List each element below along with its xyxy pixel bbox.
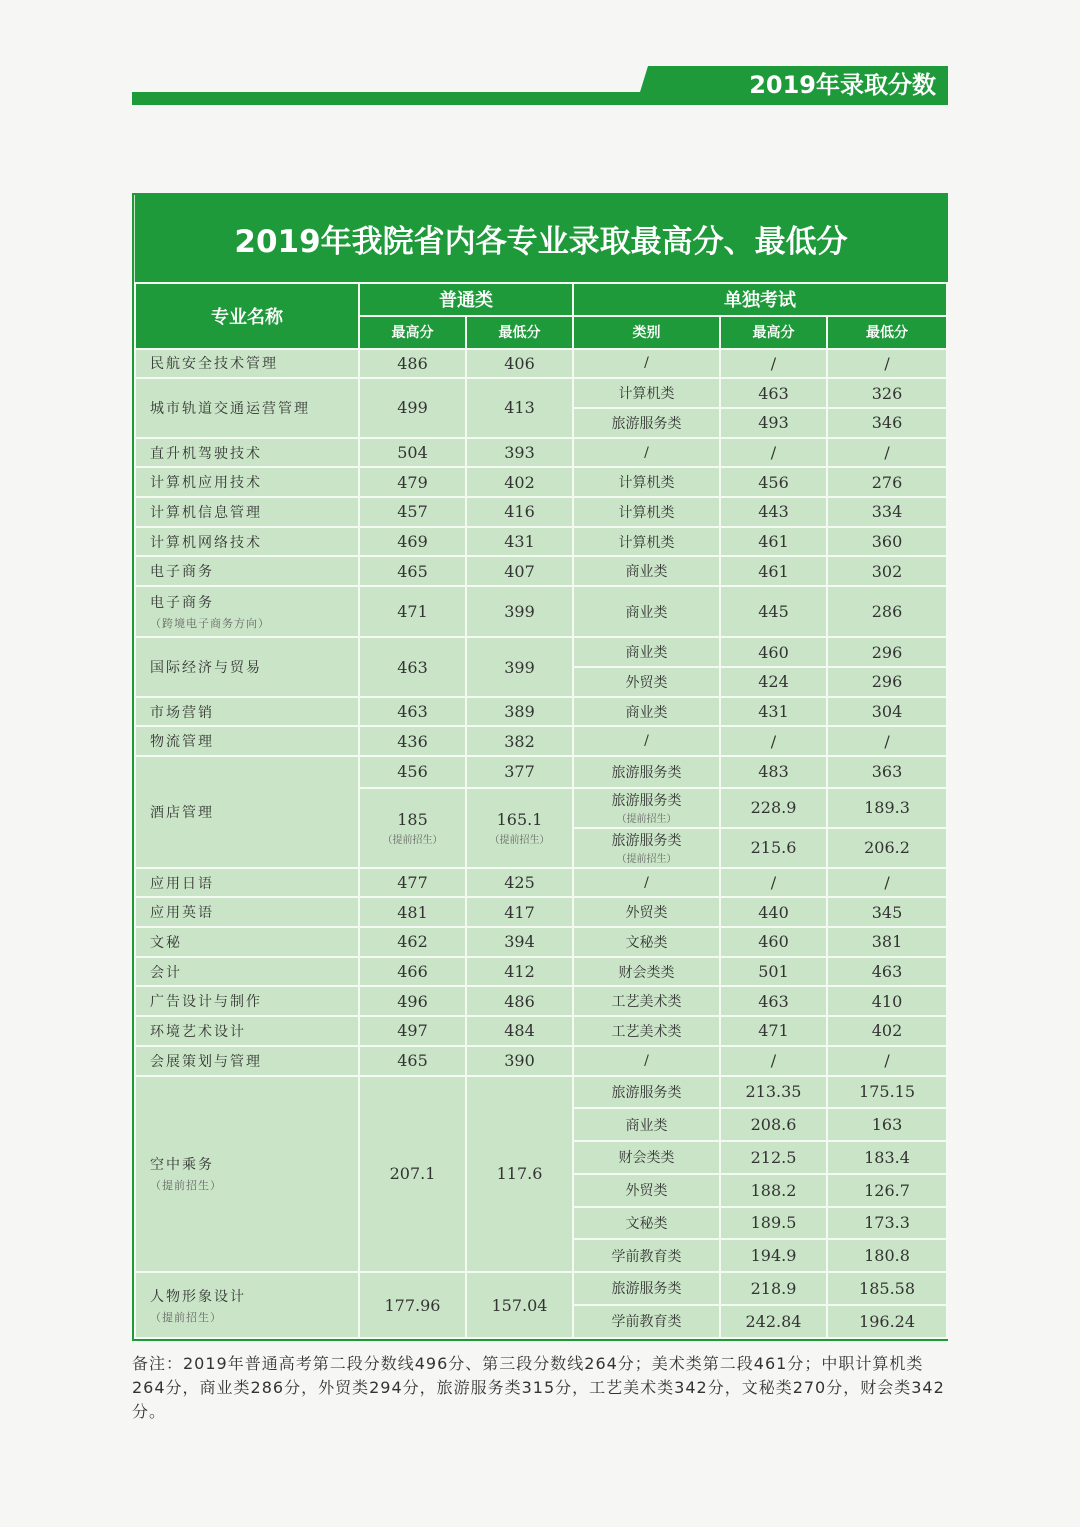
- exam-category: 旅游服务类: [573, 1272, 720, 1305]
- exam-max: 208.6: [720, 1108, 827, 1141]
- table-row: [135, 438, 947, 468]
- exam-max: /: [720, 349, 827, 379]
- regular-max: 481: [359, 897, 466, 927]
- exam-min: /: [827, 349, 947, 379]
- table-row: [135, 497, 947, 527]
- exam-category: 商业类: [573, 1108, 720, 1141]
- major-name-cell: [135, 1016, 359, 1046]
- major-name: 电子商务: [150, 595, 214, 612]
- exam-category: 计算机类: [573, 497, 720, 527]
- major-name: 环境艺术设计: [150, 1023, 246, 1040]
- major-name: 计算机应用技术: [150, 475, 262, 492]
- regular-min: 484: [466, 1016, 573, 1046]
- exam-max: 463: [720, 986, 827, 1016]
- table-row: [135, 697, 947, 727]
- regular-min: 377: [466, 756, 573, 788]
- exam-min: 189.3: [827, 788, 947, 828]
- regular-min: 157.04: [466, 1272, 573, 1338]
- major-name: 计算机信息管理: [150, 504, 262, 521]
- exam-min: 334: [827, 497, 947, 527]
- exam-max: 440: [720, 897, 827, 927]
- regular-min: 431: [466, 527, 573, 557]
- regular-min: 399: [466, 637, 573, 696]
- value: 185: [397, 809, 428, 829]
- regular-min: 412: [466, 957, 573, 987]
- exam-max: 471: [720, 1016, 827, 1046]
- regular-max-early: [359, 788, 466, 868]
- regular-min: 486: [466, 986, 573, 1016]
- exam-category: 文秘类: [573, 927, 720, 957]
- regular-min: 394: [466, 927, 573, 957]
- header-major: 专业名称: [135, 283, 359, 349]
- exam-category: 旅游服务类: [573, 1076, 720, 1109]
- exam-category: 文秘类: [573, 1207, 720, 1240]
- exam-max: 460: [720, 927, 827, 957]
- page-title: 2019年录取分数: [749, 71, 936, 99]
- regular-min: 117.6: [466, 1076, 573, 1273]
- exam-min: 381: [827, 927, 947, 957]
- table-row: [135, 1016, 947, 1046]
- table-row: [135, 527, 947, 557]
- major-name-cell: [135, 378, 359, 437]
- major-name-cell: [135, 986, 359, 1016]
- table-row: [135, 1272, 947, 1305]
- table-row: [135, 467, 947, 497]
- table-row: [135, 556, 947, 586]
- major-name-cell: [135, 897, 359, 927]
- table-row: [135, 378, 947, 408]
- early-note: （提前招生）: [489, 834, 550, 846]
- exam-category: /: [573, 438, 720, 468]
- regular-min: 399: [466, 586, 573, 637]
- exam-min: 296: [827, 637, 947, 667]
- regular-max: 456: [359, 756, 466, 788]
- major-name-cell: [135, 586, 359, 637]
- exam-max: 456: [720, 467, 827, 497]
- major-name: 会计: [150, 964, 182, 981]
- exam-min: 410: [827, 986, 947, 1016]
- table-row: [135, 897, 947, 927]
- regular-max: 436: [359, 726, 466, 756]
- header-separate-exam: 单独考试: [573, 283, 947, 316]
- exam-max: 460: [720, 637, 827, 667]
- regular-min: 417: [466, 897, 573, 927]
- major-name-cell: [135, 868, 359, 898]
- exam-max: 189.5: [720, 1207, 827, 1240]
- exam-max: 501: [720, 957, 827, 987]
- exam-max: 461: [720, 527, 827, 557]
- major-name-cell: [135, 1076, 359, 1273]
- table-row: [135, 637, 947, 667]
- major-name-cell: [135, 497, 359, 527]
- regular-min: 406: [466, 349, 573, 379]
- header-separate-max: 最高分: [720, 316, 827, 349]
- exam-max: /: [720, 726, 827, 756]
- exam-min: 173.3: [827, 1207, 947, 1240]
- exam-max: 218.9: [720, 1272, 827, 1305]
- exam-min: 196.24: [827, 1305, 947, 1338]
- regular-max: 462: [359, 927, 466, 957]
- major-name-cell: [135, 697, 359, 727]
- header-category: 类别: [573, 316, 720, 349]
- major-name-cell: [135, 637, 359, 696]
- regular-max: 504: [359, 438, 466, 468]
- exam-max: /: [720, 868, 827, 898]
- exam-min: 463: [827, 957, 947, 987]
- exam-category: 计算机类: [573, 378, 720, 408]
- table-title: 2019年我院省内各专业录取最高分、最低分: [135, 195, 947, 283]
- exam-category: 外贸类: [573, 897, 720, 927]
- exam-min: /: [827, 726, 947, 756]
- header-regular-max: 最高分: [359, 316, 466, 349]
- exam-max: 228.9: [720, 788, 827, 828]
- major-name-cell: [135, 467, 359, 497]
- regular-min: 402: [466, 467, 573, 497]
- major-name: 空中乘务: [150, 1157, 214, 1174]
- regular-max: 463: [359, 697, 466, 727]
- exam-category: 旅游服务类: [573, 408, 720, 438]
- major-note: （跨境电子商务方向）: [150, 617, 270, 631]
- major-name: 文秘: [150, 934, 182, 951]
- major-name-cell: [135, 527, 359, 557]
- regular-min: 393: [466, 438, 573, 468]
- major-name-cell: [135, 1272, 359, 1338]
- exam-max: 242.84: [720, 1305, 827, 1338]
- early-note: （提前招生）: [616, 854, 677, 866]
- regular-max: 463: [359, 637, 466, 696]
- exam-category: 商业类: [573, 637, 720, 667]
- regular-max: 177.96: [359, 1272, 466, 1338]
- table-row: [135, 868, 947, 898]
- regular-min: 413: [466, 378, 573, 437]
- early-note: （提前招生）: [382, 834, 443, 846]
- major-note: （提前招生）: [150, 1310, 222, 1324]
- exam-max: 431: [720, 697, 827, 727]
- exam-max: 483: [720, 756, 827, 788]
- regular-max: 457: [359, 497, 466, 527]
- regular-max: 207.1: [359, 1076, 466, 1273]
- major-name: 计算机网络技术: [150, 534, 262, 551]
- exam-min: 180.8: [827, 1239, 947, 1272]
- major-name-cell: [135, 726, 359, 756]
- exam-min: /: [827, 1046, 947, 1076]
- major-name: 广告设计与制作: [150, 994, 262, 1011]
- exam-category-early: [573, 828, 720, 868]
- exam-min: 326: [827, 378, 947, 408]
- table-row: [135, 927, 947, 957]
- exam-max: 493: [720, 408, 827, 438]
- exam-min: 346: [827, 408, 947, 438]
- exam-category: 外贸类: [573, 1174, 720, 1207]
- exam-category: 学前教育类: [573, 1305, 720, 1338]
- exam-min: 175.15: [827, 1076, 947, 1109]
- table-row: [135, 586, 947, 637]
- major-name: 酒店管理: [150, 804, 214, 821]
- exam-min: /: [827, 868, 947, 898]
- exam-max: 194.9: [720, 1239, 827, 1272]
- major-name-cell: [135, 957, 359, 987]
- table-row: [135, 986, 947, 1016]
- major-name: 城市轨道交通运营管理: [150, 400, 310, 417]
- major-name: 物流管理: [150, 734, 214, 751]
- header-regular-min: 最低分: [466, 316, 573, 349]
- exam-max: /: [720, 1046, 827, 1076]
- exam-min: 304: [827, 697, 947, 727]
- exam-min: 345: [827, 897, 947, 927]
- regular-min: 382: [466, 726, 573, 756]
- exam-max: /: [720, 438, 827, 468]
- regular-min: 389: [466, 697, 573, 727]
- exam-category: /: [573, 726, 720, 756]
- remark-note: 备注：2019年普通高考第二段分数线496分、第三段分数线264分；美术类第二段461分；中职计算机类264分，商业类286分，外贸类294分，旅游服务类315分，工艺美术类342分，文秘类270分，财会类342分。: [132, 1354, 945, 1421]
- regular-max: 486: [359, 349, 466, 379]
- regular-min: 416: [466, 497, 573, 527]
- major-name: 应用日语: [150, 875, 214, 892]
- regular-max: 499: [359, 378, 466, 437]
- regular-min: 425: [466, 868, 573, 898]
- regular-min: 390: [466, 1046, 573, 1076]
- header-separate-min: 最低分: [827, 316, 947, 349]
- regular-max: 469: [359, 527, 466, 557]
- value: 旅游服务类: [611, 833, 682, 850]
- exam-category: 计算机类: [573, 467, 720, 497]
- exam-max: 215.6: [720, 828, 827, 868]
- table-row: [135, 1046, 947, 1076]
- exam-min: 185.58: [827, 1272, 947, 1305]
- scores-table: [134, 195, 948, 1339]
- major-name: 应用英语: [150, 905, 214, 922]
- exam-category: 工艺美术类: [573, 986, 720, 1016]
- exam-min: 163: [827, 1108, 947, 1141]
- table-row: [135, 726, 947, 756]
- exam-max: 463: [720, 378, 827, 408]
- regular-max: 497: [359, 1016, 466, 1046]
- major-name-cell: [135, 756, 359, 868]
- exam-category-early: [573, 788, 720, 828]
- exam-max: 443: [720, 497, 827, 527]
- header-regular: 普通类: [359, 283, 573, 316]
- exam-category: 商业类: [573, 697, 720, 727]
- exam-category: /: [573, 349, 720, 379]
- table-row: [135, 1076, 947, 1109]
- major-name: 会展策划与管理: [150, 1053, 262, 1070]
- exam-category: 工艺美术类: [573, 1016, 720, 1046]
- regular-min: 407: [466, 556, 573, 586]
- exam-min: 286: [827, 586, 947, 637]
- table-row: [135, 756, 947, 788]
- regular-max: 479: [359, 467, 466, 497]
- major-name-cell: [135, 927, 359, 957]
- regular-max: 465: [359, 556, 466, 586]
- table-row: [135, 957, 947, 987]
- major-name: 电子商务: [150, 564, 214, 581]
- major-name: 人物形象设计: [150, 1288, 246, 1305]
- major-name-cell: [135, 349, 359, 379]
- major-name-cell: [135, 556, 359, 586]
- exam-category: /: [573, 1046, 720, 1076]
- table-row: [135, 349, 947, 379]
- exam-min: 206.2: [827, 828, 947, 868]
- early-note: （提前招生）: [616, 814, 677, 826]
- exam-category: 学前教育类: [573, 1239, 720, 1272]
- exam-max: 212.5: [720, 1141, 827, 1174]
- major-name-cell: [135, 438, 359, 468]
- exam-min: 276: [827, 467, 947, 497]
- regular-min-early: [466, 788, 573, 868]
- exam-min: 302: [827, 556, 947, 586]
- exam-category: 商业类: [573, 556, 720, 586]
- exam-max: 188.2: [720, 1174, 827, 1207]
- exam-category: /: [573, 868, 720, 898]
- exam-min: 296: [827, 667, 947, 697]
- major-name: 国际经济与贸易: [150, 660, 262, 676]
- regular-max: 496: [359, 986, 466, 1016]
- exam-min: 183.4: [827, 1141, 947, 1174]
- exam-min: 126.7: [827, 1174, 947, 1207]
- major-note: （提前招生）: [150, 1179, 222, 1193]
- exam-max: 445: [720, 586, 827, 637]
- regular-max: 477: [359, 868, 466, 898]
- exam-category: 外贸类: [573, 667, 720, 697]
- exam-min: 360: [827, 527, 947, 557]
- exam-min: 402: [827, 1016, 947, 1046]
- regular-max: 466: [359, 957, 466, 987]
- regular-max: 471: [359, 586, 466, 637]
- exam-max: 213.35: [720, 1076, 827, 1109]
- exam-max: 424: [720, 667, 827, 697]
- major-name: 市场营销: [150, 704, 214, 721]
- exam-category: 计算机类: [573, 527, 720, 557]
- exam-category: 旅游服务类: [573, 756, 720, 788]
- exam-category: 财会类类: [573, 1141, 720, 1174]
- major-name: 直升机驾驶技术: [150, 445, 262, 462]
- value: 旅游服务类: [611, 793, 682, 810]
- major-name-cell: [135, 1046, 359, 1076]
- exam-max: 461: [720, 556, 827, 586]
- scores-table-container: [132, 193, 948, 1341]
- regular-max: 465: [359, 1046, 466, 1076]
- value: 165.1: [496, 809, 543, 829]
- exam-category: 财会类类: [573, 957, 720, 987]
- exam-min: /: [827, 438, 947, 468]
- major-name: 民航安全技术管理: [150, 356, 278, 373]
- exam-category: 商业类: [573, 586, 720, 637]
- exam-min: 363: [827, 756, 947, 788]
